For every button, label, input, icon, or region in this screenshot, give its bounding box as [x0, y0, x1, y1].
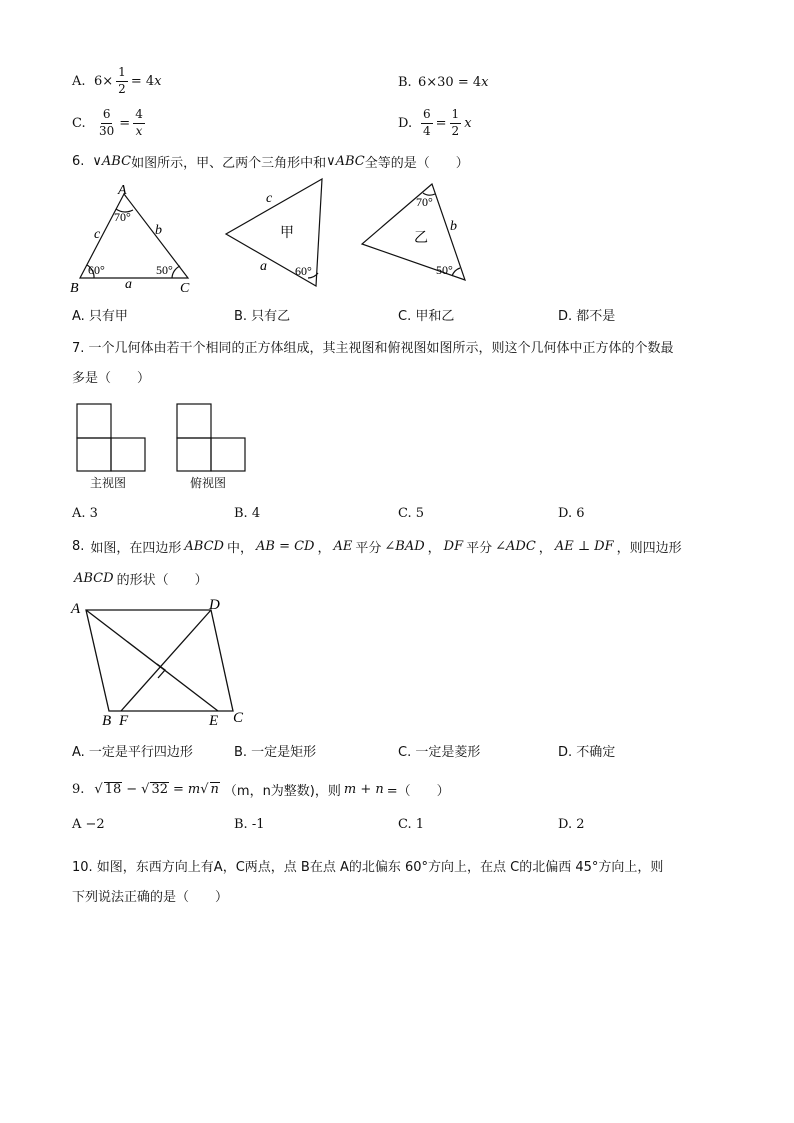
- label-b: b: [155, 223, 162, 238]
- sqrt-symbol: √: [94, 782, 103, 797]
- q8-option-b: B. 一定是矩形: [234, 745, 317, 760]
- q5-option-b: B. 6×30 = 4 x: [398, 74, 489, 90]
- front-view-caption: 主视图: [90, 476, 127, 490]
- label-C: C: [233, 710, 244, 726]
- q7-views-figure: [70, 402, 330, 472]
- label-F: F: [119, 713, 129, 729]
- label-B: B: [102, 713, 112, 729]
- q5-option-d: D. $\frac{6}{4}$ = $\frac{1}{2}$ x: [398, 107, 472, 138]
- label-c: c: [266, 191, 273, 206]
- angle-60: 60°: [88, 263, 105, 277]
- q8-stem-line2: ABCD 的形状（ ）: [74, 571, 208, 588]
- angle-60: 60°: [295, 264, 312, 278]
- q8-stem-line1: 8. 如图，在四边形 ABCD 中， AB = CD ， AE 平分 ∠BAD ， DF 平分 ∠ADC ， AE ⊥ DF ，则四边形: [72, 539, 682, 556]
- top-view: [177, 404, 245, 471]
- top-view-caption: 俯视图: [190, 476, 227, 490]
- q7-option-b: B. 4: [234, 506, 261, 521]
- sqrt-symbol: √: [141, 782, 150, 797]
- q9-option-c: C. 1: [398, 817, 425, 832]
- q7-option-d: D. 6: [558, 506, 585, 521]
- label-yi: 乙: [414, 230, 428, 246]
- q7-stem-line2: 多是（ ）: [72, 371, 151, 386]
- label-a: a: [260, 259, 267, 274]
- label-c: c: [94, 227, 101, 242]
- q8-option-c: C. 一定是菱形: [398, 745, 481, 760]
- q5-option-a: A. 6× $\frac{1}{2}$ = 4 x: [72, 65, 162, 96]
- q9-option-b: B. -1: [234, 817, 265, 832]
- angle-50: 50°: [156, 263, 173, 277]
- fraction: $\frac{6}{4}$: [423, 107, 431, 138]
- q5-option-c: C. $\frac{6}{30}$ = $\frac{4}{x}$: [72, 107, 143, 138]
- q6-figure: [0, 176, 794, 316]
- label-D: D: [209, 597, 220, 613]
- sqrt-symbol: √: [200, 782, 209, 797]
- label-a: a: [125, 277, 132, 292]
- q6-option-b: B. 只有乙: [234, 309, 291, 324]
- fraction: $\frac{4}{x}$: [135, 107, 143, 138]
- q7-option-c: C. 5: [398, 506, 425, 521]
- fraction: $\frac{1}{2}$: [451, 107, 460, 138]
- quadrilateral-abcd: [86, 610, 233, 711]
- label-A: A: [71, 601, 81, 617]
- fraction: $\frac{1}{2}$: [118, 65, 126, 96]
- label-C: C: [180, 281, 190, 296]
- label-A: A: [118, 183, 127, 198]
- q8-figure: [66, 592, 266, 732]
- label-E: E: [209, 713, 219, 729]
- angle-50: 50°: [436, 263, 453, 277]
- q8-option-a: A. 一定是平行四边形: [72, 745, 193, 760]
- q10-stem-line2: 下列说法正确的是（ ）: [72, 890, 229, 905]
- label-B: B: [70, 281, 79, 296]
- q6-stem: 6. ∨ABC 如图所示，甲、乙两个三角形中和 ∨ABC 全等的是（ ）: [72, 154, 469, 171]
- q9-option-d: D. 2: [558, 817, 585, 832]
- label-jia: 甲: [280, 225, 294, 241]
- angle-70: 70°: [416, 195, 433, 209]
- q7-stem-line1: 7. 一个几何体由若干个相同的正方体组成，其主视图和俯视图如图所示，则这个几何体中正方体的个数最: [72, 341, 674, 356]
- q6-option-c: C. 甲和乙: [398, 309, 455, 324]
- q7-option-a: A. 3: [72, 506, 98, 521]
- q9-stem: 9. √ 18 − √ 32 = m √ n （m，n为整数)，则 m + n =（ ）: [72, 781, 450, 799]
- q8-option-d: D. 不确定: [558, 745, 616, 760]
- q6-option-a: A. 只有甲: [72, 309, 128, 324]
- q10-stem-line1: 10. 如图，东西方向上有A，C两点，点 B在点 A的北偏东 60°方向上，在点 C的北偏西 45°方向上，则: [72, 860, 664, 875]
- front-view: [77, 404, 145, 471]
- angle-70: 70°: [114, 210, 131, 224]
- q9-option-a: A −2: [72, 817, 105, 832]
- q6-option-d: D. 都不是: [558, 309, 616, 324]
- label-b: b: [450, 219, 457, 234]
- fraction: $\frac{6}{30}$: [99, 107, 115, 138]
